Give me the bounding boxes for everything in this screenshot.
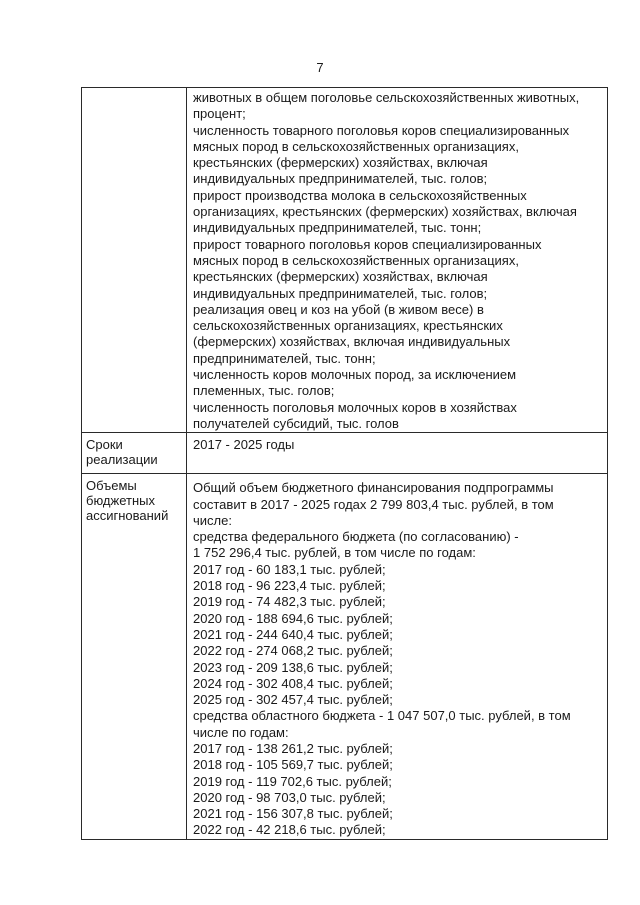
indicator-line: численность поголовья молочных коров в хозяйствах xyxy=(193,399,517,415)
budget-line: 2018 год - 105 569,7 тыс. рублей; xyxy=(193,757,393,773)
indicator-line: животных в общем поголовье сельскохозяйственных животных, xyxy=(193,90,580,105)
budget-line: 2021 год - 156 307,8 тыс. рублей; xyxy=(193,806,393,822)
indicator-line: получателей субсидий, тыс. голов xyxy=(193,415,399,431)
budget-line: 2021 год - 244 640,4 тыс. рублей; xyxy=(193,626,393,642)
indicator-line: прирост производства молока в сельскохозяйственных xyxy=(193,187,527,203)
indicator-line: индивидуальных предпринимателей, тыс. голов; xyxy=(193,171,488,187)
page-number: 7 xyxy=(316,60,324,75)
period-label-line: Сроки xyxy=(86,437,123,453)
budget-line: 2017 год - 138 261,2 тыс. рублей; xyxy=(193,740,393,756)
indicator-line: племенных, тыс. голов; xyxy=(193,383,335,399)
indicators-content-cell xyxy=(187,88,608,433)
indicator-line: сельскохозяйственных организациях, крестьянских xyxy=(193,318,503,334)
budget-line: 2024 год - 302 408,4 тыс. рублей; xyxy=(193,675,393,691)
budget-label-line: Объемы xyxy=(86,478,137,494)
indicator-line: прирост товарного поголовья коров специализированных xyxy=(193,236,542,252)
period-row xyxy=(82,433,608,474)
indicators-row xyxy=(82,88,608,433)
budget-row xyxy=(82,474,608,840)
budget-line: числе: xyxy=(193,512,232,528)
indicator-line: (фермерских) хозяйствах, включая индивидуальных xyxy=(193,334,511,350)
budget-content-cell xyxy=(187,474,608,840)
period-value-cell xyxy=(187,433,608,474)
indicator-line: мясных пород в сельскохозяйственных организациях, xyxy=(193,252,519,268)
budget-line: 2020 год - 98 703,0 тыс. рублей; xyxy=(193,789,386,805)
indicator-line: численность товарного поголовья коров специализированных xyxy=(193,122,570,138)
budget-line: числе по годам: xyxy=(193,724,289,740)
indicator-line: крестьянских (фермерских) хозяйствах, включая xyxy=(193,155,488,171)
period-label-line: реализации xyxy=(86,452,158,468)
passport-table xyxy=(81,87,608,840)
indicator-line: индивидуальных предпринимателей, тыс. тонн; xyxy=(193,220,482,236)
budget-line: 2025 год - 302 457,4 тыс. рублей; xyxy=(193,692,393,708)
budget-line: составит в 2017 - 2025 годах 2 799 803,4 тыс. рублей, в том xyxy=(193,496,554,512)
budget-line: 2022 год - 42 218,6 тыс. рублей; xyxy=(193,822,386,838)
indicator-line: мясных пород в сельскохозяйственных организациях, xyxy=(193,138,519,154)
budget-line: средства федерального бюджета (по согласованию) - xyxy=(193,529,519,545)
budget-line: 2019 год - 119 702,6 тыс. рублей; xyxy=(193,773,392,789)
budget-line: 2019 год - 74 482,3 тыс. рублей; xyxy=(193,594,386,610)
indicators-label-cell xyxy=(82,88,187,433)
indicator-line: реализация овец и коз на убой (в живом весе) в xyxy=(193,301,484,317)
indicator-line: крестьянских (фермерских) хозяйствах, включая xyxy=(193,269,488,285)
budget-label-line: бюджетных xyxy=(86,493,155,509)
indicator-line: предпринимателей, тыс. тонн; xyxy=(193,350,376,366)
period-label-cell xyxy=(82,433,187,474)
budget-line: 2022 год - 274 068,2 тыс. рублей; xyxy=(193,643,393,659)
indicator-line: численность коров молочных пород, за исключением xyxy=(193,367,517,383)
budget-line: 2018 год - 96 223,4 тыс. рублей; xyxy=(193,578,386,594)
indicator-line: процент; xyxy=(193,106,246,122)
budget-line: Общий объем бюджетного финансирования подпрограммы xyxy=(193,480,554,496)
indicator-line: индивидуальных предпринимателей, тыс. голов; xyxy=(193,285,488,301)
budget-label-cell xyxy=(82,474,187,840)
budget-line: 1 752 296,4 тыс. рублей, в том числе по годам: xyxy=(193,545,476,561)
budget-line: 2020 год - 188 694,6 тыс. рублей; xyxy=(193,610,393,626)
indicator-line: организациях, крестьянских (фермерских) хозяйствах, включая xyxy=(193,204,577,220)
period-value: 2017 - 2025 годы xyxy=(193,437,295,453)
budget-line: 2017 год - 60 183,1 тыс. рублей; xyxy=(193,561,386,577)
budget-line: средства областного бюджета - 1 047 507,0 тыс. рублей, в том xyxy=(193,708,571,724)
budget-line: 2023 год - 209 138,6 тыс. рублей; xyxy=(193,659,393,675)
budget-label-line: ассигнований xyxy=(86,508,169,524)
